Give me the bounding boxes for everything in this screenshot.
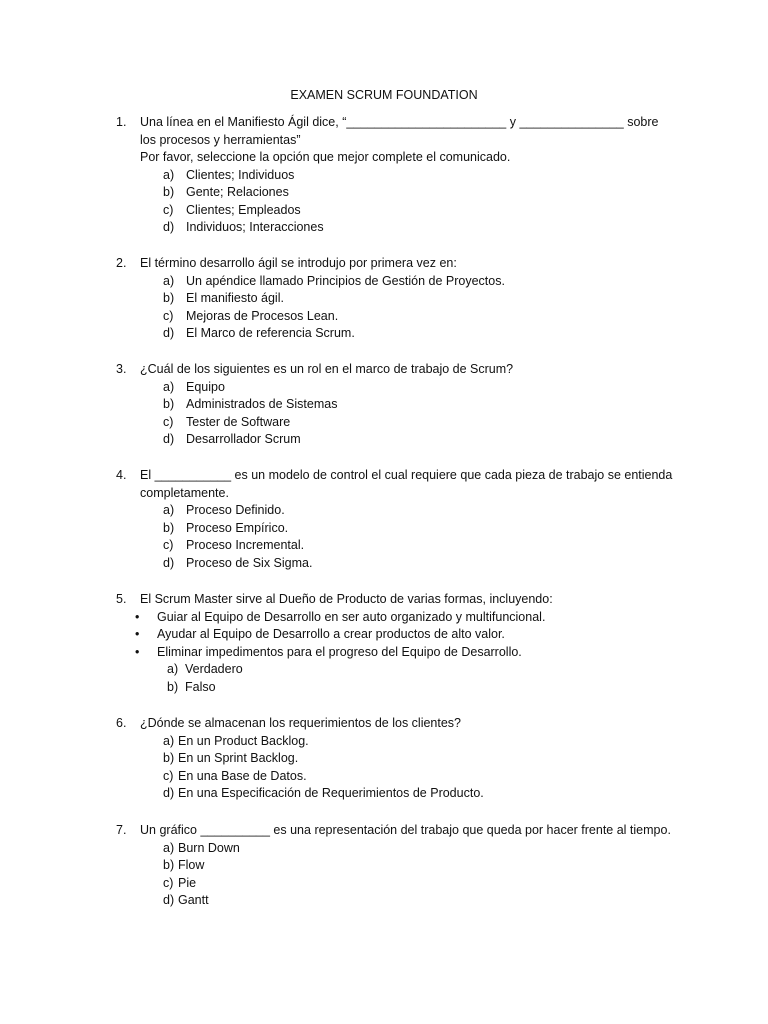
question-2 xyxy=(116,255,676,343)
option-letter: b) xyxy=(163,751,175,765)
bullet-list xyxy=(116,609,676,662)
option-text: En una Especificación de Requerimientos de Producto. xyxy=(178,786,484,800)
option-letter: d) xyxy=(163,555,175,570)
question-7 xyxy=(116,822,676,910)
option-letter: b) xyxy=(167,679,179,694)
option-text: Individuos; Interacciones xyxy=(186,220,324,234)
option-text: Proceso Empírico. xyxy=(186,520,289,535)
option-text: En una Base de Datos. xyxy=(178,768,307,783)
option-letter: c) xyxy=(163,875,174,890)
bullet-icon: • xyxy=(135,644,140,659)
option-text: Desarrollador Scrum xyxy=(186,432,301,446)
option-letter: a) xyxy=(163,167,175,182)
option-text: Gente; Relaciones xyxy=(186,185,289,199)
answer-option-c xyxy=(116,202,676,220)
answer-option-c xyxy=(116,768,676,786)
option-text: Clientes; Empleados xyxy=(186,202,301,217)
option-text: En un Sprint Backlog. xyxy=(178,751,299,765)
answer-option-b xyxy=(116,750,676,768)
bullet-text: Eliminar impedimentos para el progreso del Equipo de Desarrollo. xyxy=(157,644,522,659)
answer-options xyxy=(116,733,676,803)
option-letter: d) xyxy=(163,893,175,907)
option-letter: a) xyxy=(163,503,175,517)
option-letter: b) xyxy=(163,520,175,535)
answer-options xyxy=(116,502,676,572)
answer-option-a xyxy=(116,840,676,858)
answer-option-d xyxy=(116,325,676,343)
option-text: Falso xyxy=(185,679,216,694)
option-letter: c) xyxy=(163,202,174,217)
bullet-icon: • xyxy=(135,609,140,624)
option-text: Proceso de Six Sigma. xyxy=(186,555,313,570)
answer-option-d xyxy=(116,892,676,910)
option-letter: c) xyxy=(163,414,174,429)
option-letter: a) xyxy=(167,662,179,676)
question-4 xyxy=(116,467,676,572)
question-number: 7. xyxy=(116,823,127,837)
question-instruction: Por favor, seleccione la opción que mejor complete el comunicado. xyxy=(140,150,511,164)
option-text: Administrados de Sistemas xyxy=(186,397,338,411)
bullet-item xyxy=(116,626,676,644)
option-text: En un Product Backlog. xyxy=(178,733,309,748)
option-text: Proceso Incremental. xyxy=(186,538,305,552)
answer-option-a xyxy=(116,502,676,520)
option-text: Burn Down xyxy=(178,840,240,855)
answer-option-d xyxy=(116,555,676,573)
question-5 xyxy=(116,591,676,696)
option-letter: a) xyxy=(163,273,175,288)
bullet-item xyxy=(116,609,676,627)
option-letter: c) xyxy=(163,538,174,552)
option-letter: d) xyxy=(163,220,175,234)
answer-option-a xyxy=(116,273,676,291)
question-number: 6. xyxy=(116,716,127,730)
option-text: Clientes; Individuos xyxy=(186,167,295,182)
answer-option-b xyxy=(116,396,676,414)
question-number: 2. xyxy=(116,256,127,270)
option-letter: a) xyxy=(163,733,175,748)
question-number: 1. xyxy=(116,115,127,129)
option-text: Verdadero xyxy=(185,662,243,676)
question-1 xyxy=(116,114,676,237)
page-title: EXAMEN SCRUM FOUNDATION xyxy=(290,88,478,102)
option-letter: b) xyxy=(163,397,175,411)
answer-option-b xyxy=(116,290,676,308)
answer-options xyxy=(116,840,676,910)
option-text: Pie xyxy=(178,875,197,890)
answer-option-b xyxy=(116,679,676,697)
option-letter: d) xyxy=(163,432,175,446)
option-letter: a) xyxy=(163,840,175,855)
question-text: El ___________ es un modelo de control el cual requiere que cada pieza de trabajo se entienda completamente. xyxy=(140,468,673,500)
answer-option-b xyxy=(116,857,676,875)
answer-options xyxy=(116,273,676,343)
question-text: ¿Cuál de los siguientes es un rol en el marco de trabajo de Scrum? xyxy=(140,362,514,376)
question-6 xyxy=(116,715,676,803)
option-letter: b) xyxy=(163,858,175,872)
bullet-icon: • xyxy=(135,627,140,641)
answer-options xyxy=(116,167,676,237)
answer-options xyxy=(116,661,676,696)
option-text: Tester de Software xyxy=(186,414,291,429)
answer-option-b xyxy=(116,184,676,202)
option-text: El manifiesto ágil. xyxy=(186,291,284,305)
answer-option-d xyxy=(116,785,676,803)
option-text: Un apéndice llamado Principios de Gestión de Proyectos. xyxy=(186,273,505,288)
option-letter: b) xyxy=(163,185,175,199)
bullet-text: Guiar al Equipo de Desarrollo en ser auto organizado y multifuncional. xyxy=(157,609,546,624)
option-text: El Marco de referencia Scrum. xyxy=(186,326,355,340)
question-text: El Scrum Master sirve al Dueño de Producto de varias formas, incluyendo: xyxy=(140,592,553,606)
question-text: ¿Dónde se almacenan los requerimientos de los clientes? xyxy=(140,716,462,730)
question-number: 4. xyxy=(116,468,127,482)
option-letter: d) xyxy=(163,786,175,800)
question-text: Un gráfico __________ es una representación del trabajo que queda por hacer frente al tiempo. xyxy=(140,823,671,837)
option-letter: c) xyxy=(163,768,174,783)
option-text: Proceso Definido. xyxy=(186,503,285,517)
answer-option-a xyxy=(116,379,676,397)
answer-option-c xyxy=(116,537,676,555)
answer-option-a xyxy=(116,661,676,679)
answer-option-c xyxy=(116,308,676,326)
question-number: 5. xyxy=(116,592,127,606)
answer-options xyxy=(116,379,676,449)
option-letter: b) xyxy=(163,291,175,305)
option-letter: a) xyxy=(163,379,175,394)
question-number: 3. xyxy=(116,362,127,376)
answer-option-a xyxy=(116,167,676,185)
answer-option-d xyxy=(116,431,676,449)
bullet-item xyxy=(116,644,676,662)
answer-option-c xyxy=(116,414,676,432)
question-text: El término desarrollo ágil se introdujo por primera vez en: xyxy=(140,256,457,270)
answer-option-c xyxy=(116,875,676,893)
option-text: Gantt xyxy=(178,893,209,907)
answer-option-a xyxy=(116,733,676,751)
bullet-text: Ayudar al Equipo de Desarrollo a crear productos de alto valor. xyxy=(157,627,505,641)
answer-option-d xyxy=(116,219,676,237)
answer-option-b xyxy=(116,520,676,538)
option-text: Equipo xyxy=(186,379,225,394)
option-text: Mejoras de Procesos Lean. xyxy=(186,308,339,323)
option-text: Flow xyxy=(178,858,205,872)
question-text: Una línea en el Manifiesto Ágil dice, “_______________________ y _______________ sobre los procesos y herramientas” xyxy=(140,115,659,147)
question-3 xyxy=(116,361,676,449)
option-letter: c) xyxy=(163,308,174,323)
option-letter: d) xyxy=(163,326,175,340)
